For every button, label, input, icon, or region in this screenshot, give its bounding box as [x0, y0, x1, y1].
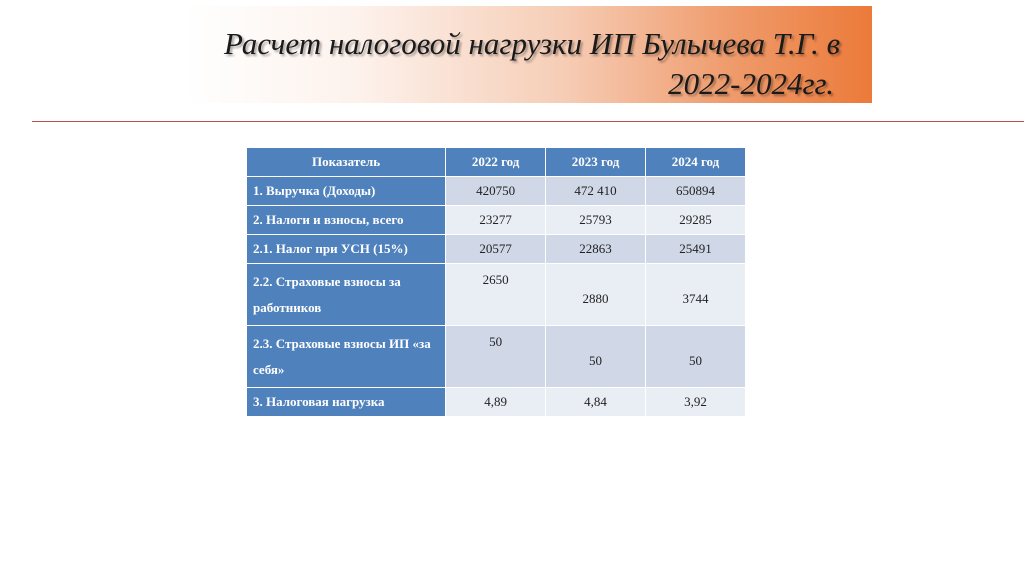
row-value-2024: 50 [645, 326, 745, 388]
tax-burden-table [246, 147, 746, 417]
table-row [247, 388, 746, 417]
title-divider [32, 121, 1024, 122]
row-value-2022: 420750 [446, 177, 546, 206]
table-row [247, 264, 746, 326]
row-value-2022: 4,89 [446, 388, 546, 417]
header-indicator: Показатель [247, 148, 446, 177]
row-value-2024: 29285 [645, 206, 745, 235]
table-row [247, 206, 746, 235]
table-row [247, 235, 746, 264]
table-row [247, 177, 746, 206]
row-label: 1. Выручка (Доходы) [247, 177, 446, 206]
slide-title-line-1: Расчет налоговой нагрузки ИП Булычева Т.Г. в [224, 26, 841, 61]
header-2022: 2022 год [446, 148, 546, 177]
row-value-2024: 650894 [645, 177, 745, 206]
title-banner [186, 6, 872, 103]
row-value-2024: 25491 [645, 235, 745, 264]
row-label: 2. Налоги и взносы, всего [247, 206, 446, 235]
row-value-2023: 2880 [546, 264, 646, 326]
table-row [247, 326, 746, 388]
header-2023: 2023 год [546, 148, 646, 177]
row-value-2023: 472 410 [546, 177, 646, 206]
row-value-2022: 2650 [446, 264, 546, 326]
row-value-2022: 23277 [446, 206, 546, 235]
row-value-2022: 20577 [446, 235, 546, 264]
row-value-2023: 25793 [546, 206, 646, 235]
row-value-2023: 4,84 [546, 388, 646, 417]
row-label: 2.3. Страховые взносы ИП «за себя» [247, 326, 446, 388]
row-label: 3. Налоговая нагрузка [247, 388, 446, 417]
table-header-row [247, 148, 746, 177]
header-2024: 2024 год [645, 148, 745, 177]
row-value-2022: 50 [446, 326, 546, 388]
row-label: 2.1. Налог при УСН (15%) [247, 235, 446, 264]
row-value-2024: 3744 [645, 264, 745, 326]
row-value-2024: 3,92 [645, 388, 745, 417]
row-value-2023: 22863 [546, 235, 646, 264]
row-label: 2.2. Страховые взносы за работников [247, 264, 446, 326]
slide-title-line-2: 2022-2024гг. [668, 66, 834, 101]
row-value-2023: 50 [546, 326, 646, 388]
